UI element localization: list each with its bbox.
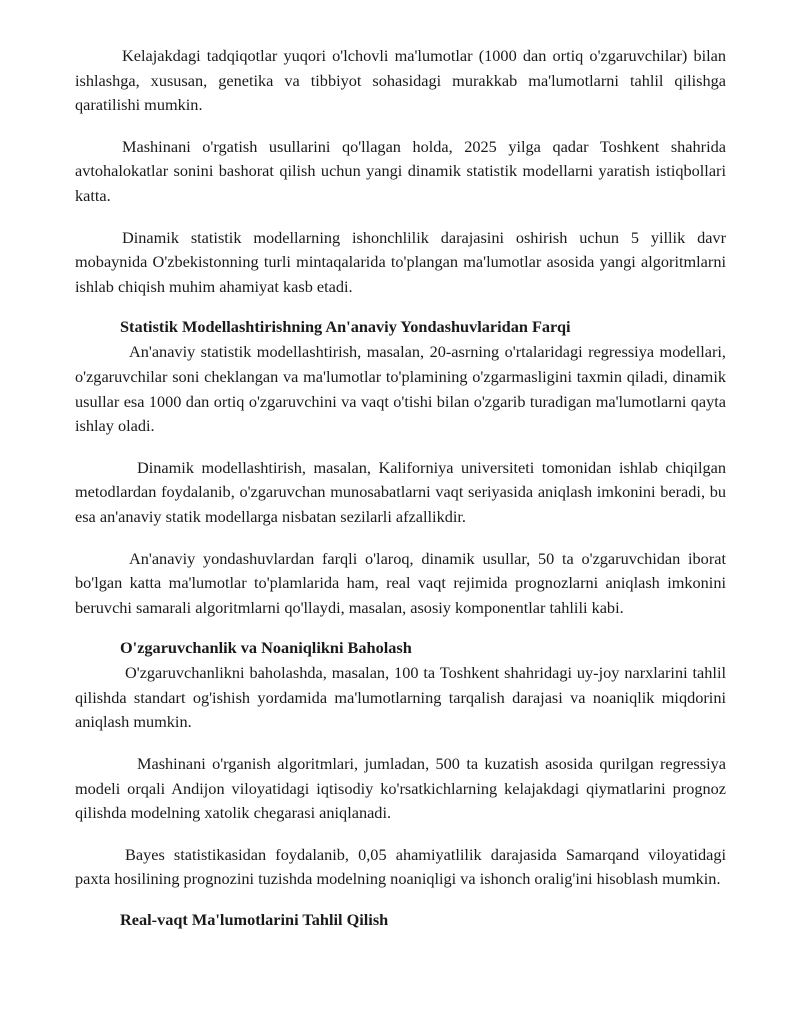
paragraph-dynamic-modeling: Dinamik modellashtirish, masalan, Kaliforniya universiteti tomonidan ishlab chiqilgan metodlardan foydalanib, o'zgaruvchan munosabatlarni vaqt seriyasida aniqlash imkonini beradi, bu esa an'anaviy statik modellarga nisbatan sezilarli afzallikdir. <box>75 457 726 526</box>
paragraph-variability-assessment: O'zgaruvchanlikni baholashda, masalan, 100 ta Toshkent shahridagi uy-joy narxlarini tahlil qilishda standart og'ishish yordamida ma'lumotlarning tarqalish darajasi va noaniqlik miqdorini aniqlash mumkin. <box>75 663 726 732</box>
paragraph-dynamic-methods: An'anaviy yondashuvlardan farqli o'laroq, dinamik usullar, 50 ta o'zgaruvchidan iborat bo'lgan katta ma'lumotlar to'plamlarida ham, real vaqt rejimida prognozlarni aniqlash imkonini beruvchi samarali algoritmlarni qo'llaydi, masalan, asosiy komponentlar tahlili kabi. <box>75 548 726 617</box>
paragraph-machine-learning-prospects: Mashinani o'rgatish usullarini qo'llagan holda, 2025 yilga qadar Toshkent shahrida avtohalokatlar sonini bashorat qilish uchun yangi dinamik statistik modellarni yaratish istiqbollari katta. <box>75 136 726 205</box>
paragraph-reliability-algorithms: Dinamik statistik modellarning ishonchlilik darajasini oshirish uchun 5 yillik davr mobaynida O'zbekistonning turli mintaqalarida to'plangan ma'lumotlar asosida yangi algoritmlarni ishlab chiqish muhim ahamiyat kasb etadi. <box>75 227 726 296</box>
paragraph-traditional-modeling: An'anaviy statistik modellashtirish, masalan, 20-asrning o'rtalaridagi regressiya modellari, o'zgaruvchilar soni cheklangan va ma'lumotlar to'plamining o'zgarmasligini taxmin qiladi, dinamik usullar esa 1000 dan ortiq o'zgaruvchini va vaqt o'tishi bilan o'zgarib turadigan ma'lumotlarni qayta ishlay oladi. <box>75 342 726 436</box>
paragraph-ml-error-margin: Mashinani o'rganish algoritmlari, jumladan, 500 ta kuzatish asosida qurilgan regressiya modeli orqali Andijon viloyatidagi iqtisodiy ko'rsatkichlarning kelajakdagi qiymatlarini prognoz qilishda modelning xatolik chegarasi aniqlanadi. <box>75 754 726 823</box>
paragraph-bayes-statistics: Bayes statistikasidan foydalanib, 0,05 ahamiyatlilik darajasida Samarqand viloyatidagi paxta hosilining prognozini tuzishda modelning noaniqligi va ishonch oralig'ini hisoblash mumkin. <box>75 844 726 889</box>
section-heading-variability-uncertainty: O'zgaruvchanlik va Noaniqlikni Baholash <box>120 638 412 658</box>
section-heading-traditional-approaches: Statistik Modellashtirishning An'anaviy Yondashuvlaridan Farqi <box>120 317 571 337</box>
section-heading-real-time-analysis: Real-vaqt Ma'lumotlarini Tahlil Qilish <box>120 910 389 930</box>
paragraph-future-research: Kelajakdagi tadqiqotlar yuqori o'lchovli ma'lumotlar (1000 dan ortiq o'zgaruvchilar) bilan ishlashga, xususan, genetika va tibbiyot sohasidagi murakkab ma'lumotlarni tahlil qilishga qaratilishi mumkin. <box>75 46 726 115</box>
